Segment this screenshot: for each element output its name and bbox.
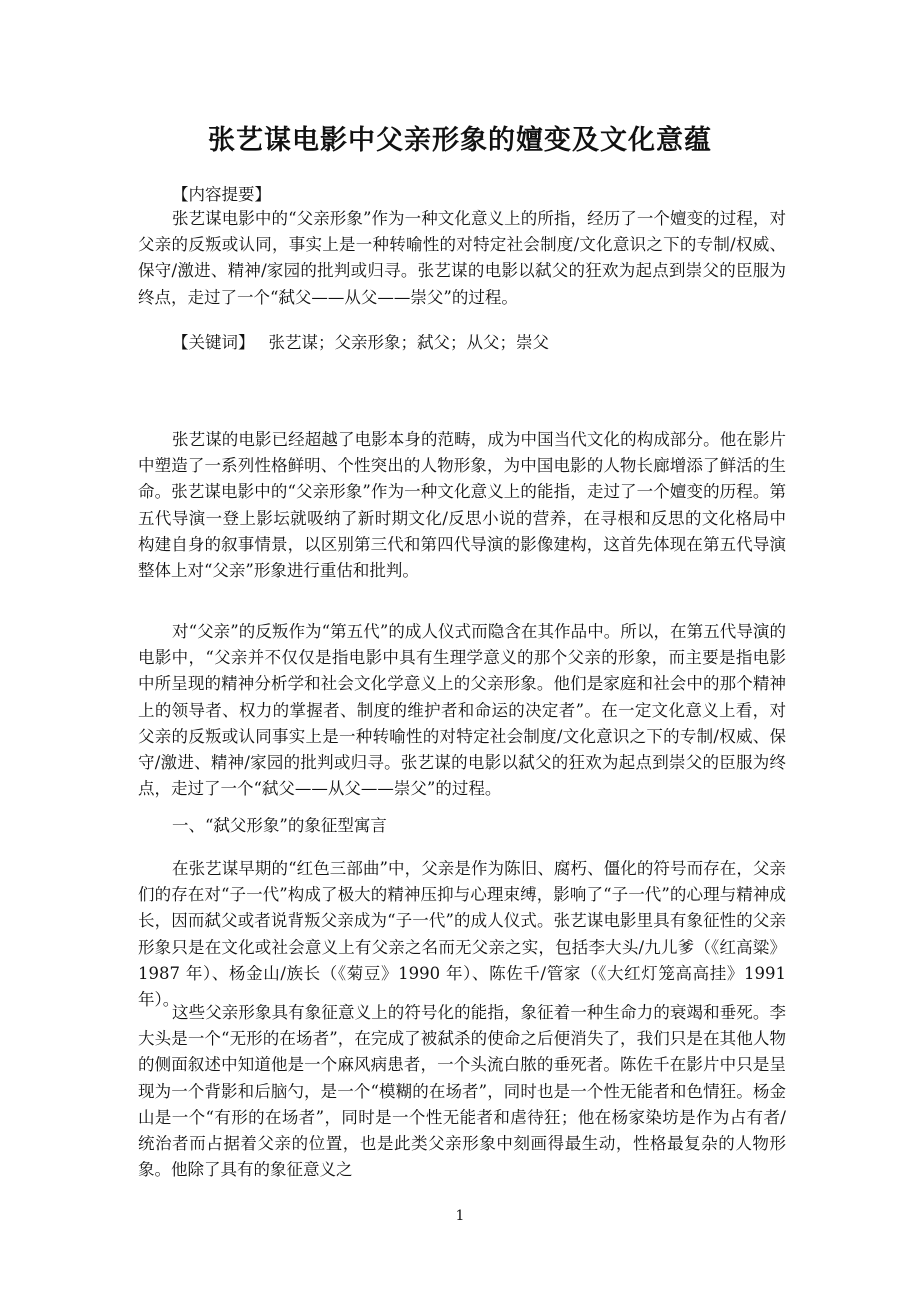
section-paragraph: 在张艺谋早期的“红色三部曲”中，父亲是作为陈旧、腐朽、僵化的符号而存在，父亲们的存在对“子一代”构成了极大的精神压抑与心理束缚，影响了“子一代”的心理与精神成长，因而弑父或者说背叛父亲成为“子一代”的成人仪式。张艺谋电影里具有象征性的父亲形象只是在文化或社会意义上有父亲之名而无父亲之实，包括李大头/九儿爹（《红高粱》1987 年）、杨金山/族长（《菊豆》1990 年）、陈佐千/管家（《大红灯笼高高挂》1991 年）。 [138,859,786,1010]
keywords-text: 张艺谋；父亲形象；弑父；从父；崇父 [268,333,549,352]
abstract-label: 【内容提要】 [172,185,271,204]
keywords-label: 【关键词】 [172,333,255,352]
intro-paragraph: 对“父亲”的反叛作为“第五代”的成人仪式而隐含在其作品中。所以，在第五代导演的电影中，“父亲并不仅仅是指电影中具有生理学意义的那个父亲的形象，而主要是指电影中所呈现的精神分析学和社会文化学意义上的父亲形象。他们是家庭和社会中的那个精神上的领导者、权力的掌握者、制度的维护者和命运的决定者”。在一定文化意义上看，对父亲的反叛或认同事实上是一种转喻性的对特定社会制度/文化意识之下的专制/权威、保守/激进、精神/家园的批判或归寻。张艺谋的电影以弑父的狂欢为起点到崇父的臣服为终点，走过了一个“弑父——从父——崇父”的过程。 [138,622,786,799]
intro-paragraph: 张艺谋的电影已经超越了电影本身的范畴，成为中国当代文化的构成部分。他在影片中塑造了一系列性格鲜明、个性突出的人物形象，为中国电影的人物长廊增添了鲜活的生命。张艺谋电影中的“父亲形象”作为一种文化意义上的能指，走过了一个嬗变的历程。第五代导演一登上影坛就吸纳了新时期文化/反思小说的营养，在寻根和反思的文化格局中构建自身的叙事情景，以区别第三代和第四代导演的影像建构，这首先体现在第五代导演整体上对“父亲”形象进行重估和批判。 [138,430,786,581]
document-title: 张艺谋电影中父亲形象的嬗变及文化意蕴 [208,125,712,156]
section-paragraph: 这些父亲形象具有象征意义上的符号化的能指，象征着一种生命力的衰竭和垂死。李大头是一个“无形的在场者”，在完成了被弑杀的使命之后便消失了，我们只是在其他人物的侧面叙述中知道他是一个麻风病患者，一个头流白脓的垂死者。陈佐千在影片中只是呈现为一个背影和后脑勺，是一个“模糊的在场者”，同时也是一个性无能者和色情狂。杨金山是一个“有形的在场者”，同时是一个性无能者和虐待狂；他在杨家染坊是作为占有者/统治者而占据着父亲的位置，也是此类父亲形象中刻画得最生动，性格最复杂的人物形象。他除了具有的象征意义之 [138,1003,786,1180]
abstract-paragraph: 张艺谋电影中的“父亲形象”作为一种文化意义上的所指，经历了一个嬗变的过程，对父亲的反叛或认同，事实上是一种转喻性的对特定社会制度/文化意识之下的专制/权威、保守/激进、精神/家园的批判或归寻。张艺谋的电影以弑父的狂欢为起点到崇父的臣服为终点，走过了一个“弑父——从父——崇父”的过程。 [138,209,786,307]
keywords-line [172,329,549,353]
section-heading: 一、“弑父形象”的象征型寓言 [172,816,387,835]
page-number: 1 [455,1208,465,1224]
